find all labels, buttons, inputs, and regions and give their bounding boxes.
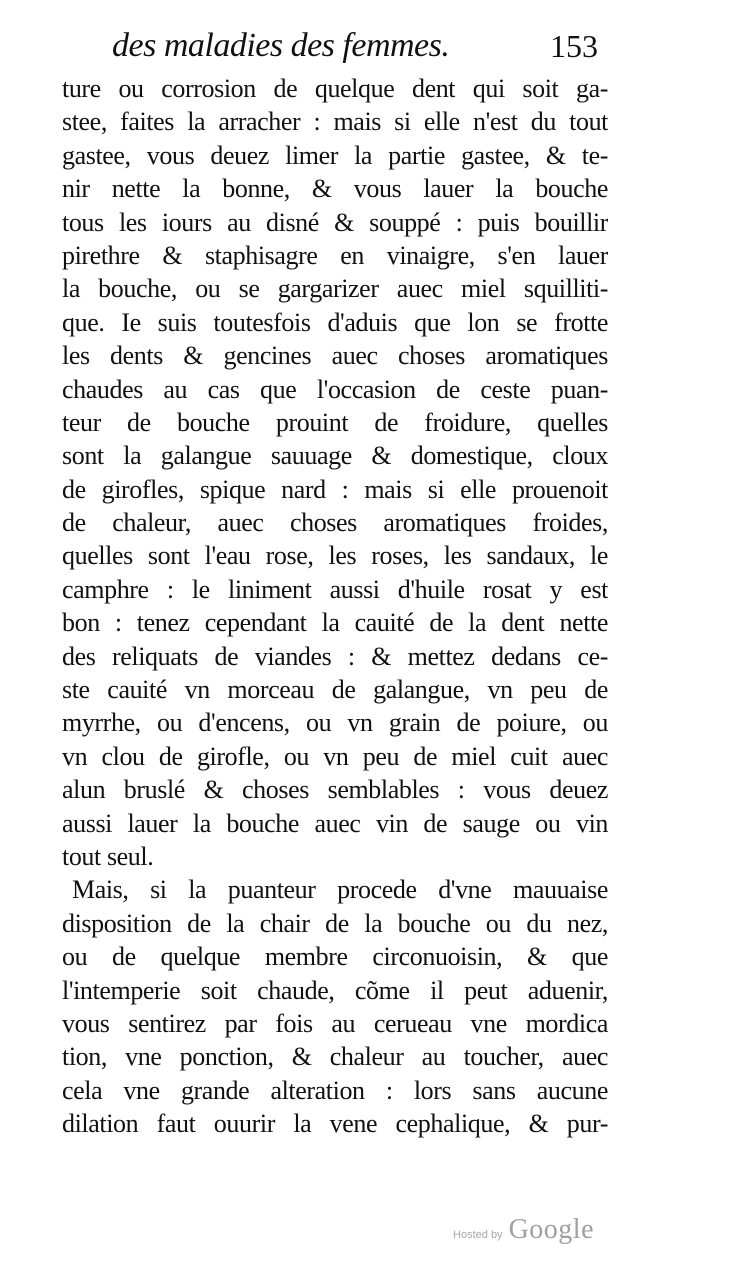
text-line: sont la galangue sauuage & domestique, cloux xyxy=(62,441,608,471)
running-head: des maladies des femmes. xyxy=(112,27,450,64)
text-line: Mais, si la puanteur procede d'vne mauuaise xyxy=(72,875,608,905)
text-line: tout seul. xyxy=(62,841,154,871)
text-line: les dents & gencines auec choses aromatiques xyxy=(62,341,608,371)
text-line: de chaleur, auec choses aromatiques froides, xyxy=(62,508,608,538)
page-number: 153 xyxy=(550,28,598,64)
google-logo: Google xyxy=(508,1214,594,1245)
text-line: ste cauité vn morceau de galangue, vn peu de xyxy=(62,675,608,705)
hosted-by-google-watermark xyxy=(453,1214,594,1246)
text-line: camphre : le liniment aussi d'huile rosat y est xyxy=(62,574,608,604)
text-line: ture ou corrosion de quelque dent qui soit ga- xyxy=(62,74,608,103)
text-line: tous les iours au disné & souppé : puis bouillir xyxy=(62,207,608,237)
text-line: la bouche, ou se gargarizer auec miel squilliti- xyxy=(62,274,608,304)
text-line: l'intemperie soit chaude, cõme il peut aduenir, xyxy=(62,975,608,1005)
text-line: ou de quelque membre circonuoisin, & que xyxy=(62,942,608,972)
text-line: aussi lauer la bouche auec vin de sauge ou vin xyxy=(62,808,608,838)
text-line: teur de bouche prouint de froidure, quelles xyxy=(62,407,608,437)
text-line: vous sentirez par fois au cerueau vne mordica xyxy=(62,1008,608,1038)
text-line: pirethre & staphisagre en vinaigre, s'en lauer xyxy=(62,240,608,270)
page-header xyxy=(112,22,602,68)
text-line: alun bruslé & choses semblables : vous deuez xyxy=(62,775,608,805)
text-line: myrrhe, ou d'encens, ou vn grain de poiure, ou xyxy=(62,708,608,738)
paragraph-2 xyxy=(62,873,608,1140)
body-text xyxy=(62,72,608,1141)
text-line: des reliquats de viandes : & mettez dedans ce- xyxy=(62,641,608,671)
paragraph-1 xyxy=(62,72,608,873)
text-line: de girofles, spique nard : mais si elle prouenoit xyxy=(62,474,608,504)
text-line: gastee, vous deuez limer la partie gastee, & te- xyxy=(62,140,608,170)
text-line: stee, faites la arracher : mais si elle n'est du tout xyxy=(62,107,608,137)
text-line: quelles sont l'eau rose, les roses, les sandaux, le xyxy=(62,541,608,571)
text-line: dilation faut ouurir la vene cephalique, & pur- xyxy=(62,1109,608,1139)
text-line: vn clou de girofle, ou vn peu de miel cuit auec xyxy=(62,741,608,771)
text-line: tion, vne ponction, & chaleur au toucher, auec xyxy=(62,1042,608,1072)
text-line: cela vne grande alteration : lors sans aucune xyxy=(62,1075,608,1105)
text-line: nir nette la bonne, & vous lauer la bouche xyxy=(62,174,608,204)
text-line: bon : tenez cependant la cauité de la dent nette xyxy=(62,608,608,638)
hosted-by-label: Hosted by xyxy=(453,1229,503,1241)
text-line: que. Ie suis toutesfois d'aduis que lon se frotte xyxy=(62,307,608,337)
text-line: disposition de la chair de la bouche ou du nez, xyxy=(62,908,608,938)
text-line: chaudes au cas que l'occasion de ceste puan- xyxy=(62,374,608,404)
